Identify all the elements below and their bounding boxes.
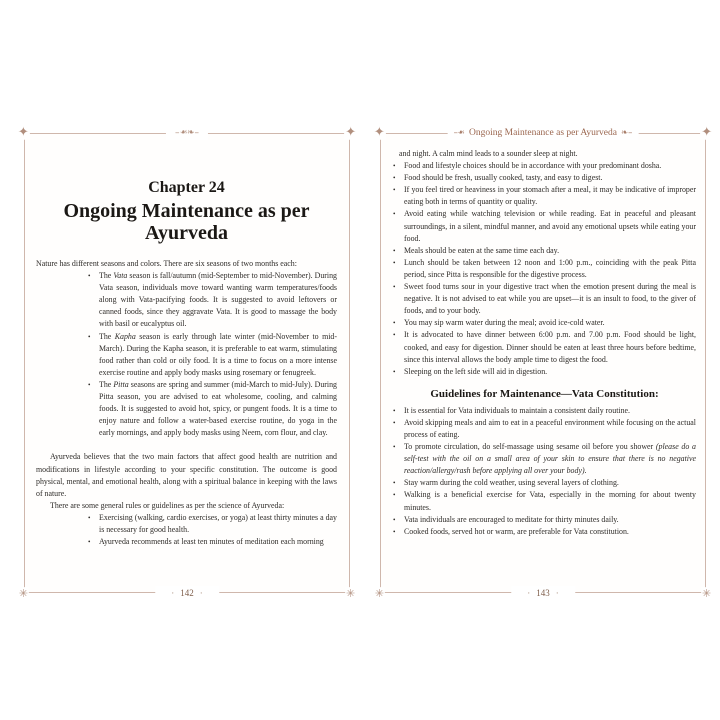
bullet-icon: • — [88, 513, 91, 522]
list-item — [393, 329, 696, 365]
continuation-line: and night. A calm mind leads to a sounder sleep at night. — [399, 149, 578, 158]
list-item — [393, 317, 696, 329]
chapter-number-label: Chapter 24 — [148, 179, 225, 196]
list-item-text: Food should be fresh, usually cooked, tasty, and easy to digest. — [404, 173, 603, 183]
top-center-ornament — [166, 126, 208, 140]
page-left-content — [25, 134, 349, 592]
bullet-icon: • — [393, 283, 396, 292]
list-item — [393, 477, 696, 489]
corner-star-icon: ✦ — [17, 124, 29, 140]
bullet-icon: • — [88, 332, 91, 341]
leaf-flourish-icon: ❧ — [457, 128, 466, 138]
bullet-icon: • — [393, 258, 396, 267]
list-item-text: Food and lifestyle choices should be in accordance with your predominant dosha. — [404, 161, 662, 171]
list-item-text: Cooked foods, served hot or warm, are preferable for Vata constitution. — [404, 526, 629, 536]
chapter-title: Ongoing Maintenance as per Ayurveda — [63, 200, 310, 244]
list-item-text: Sleeping on the left side will aid in digestion. — [404, 366, 548, 376]
body-paragraph: Ayurveda believes that the two main factors that affect good health are nutrition and modifications in lifestyle according to your specific constitution. The outcome is good physical, mental, and emotional health, along with a spiritual balance in keeping with the laws of nature. — [36, 452, 337, 498]
list-item — [393, 489, 696, 513]
page-right — [373, 124, 713, 601]
rules-bullet-list — [36, 512, 337, 548]
intro-paragraph: Nature has different seasons and colors. There are six seasons of two months each: — [36, 259, 297, 268]
leaf-flourish-icon: ❧ — [620, 128, 629, 138]
flourish-dash-icon: – — [174, 128, 180, 138]
chapter-heading — [36, 179, 337, 244]
bullet-icon: • — [393, 210, 396, 219]
bullet-icon: • — [393, 491, 396, 500]
list-item — [393, 257, 696, 281]
bullet-icon: • — [393, 186, 396, 195]
list-item-text: The Kapha season is early through late winter (mid-November to mid-March). During the Kapha season, it is preferable to eat warm, stimulating food rather than cold or oily food. It is a time to focus on a more intense exercise routine and apply body masks using rosemary or fenugreek. — [99, 331, 337, 377]
flourish-dash-icon: – — [194, 128, 200, 138]
page-number — [155, 586, 219, 600]
bullet-icon: • — [393, 162, 396, 171]
bullet-icon: • — [393, 246, 396, 255]
page-left — [17, 124, 357, 601]
list-item-text: Ayurveda recommends at least ten minutes of meditation each morning — [99, 537, 324, 547]
list-item-text: Sweet food turns sour in your digestive tract when the emotion present during the meal is negative. It is not advised to eat while you are upset—it is an insult to food, to the giver of foods, and to your body. — [404, 282, 696, 316]
list-item — [393, 441, 696, 477]
folio-dot-icon: · — [171, 588, 175, 598]
list-item-text: It is advocated to have dinner between 6:00 p.m. and 7.00 p.m. Food should be light, cooked, and easy for digestion. Dinner should be eaten at least three hours before bedtime, since this interval allows the body ample time to digest the food. — [404, 330, 696, 364]
list-item-text: Walking is a beneficial exercise for Vata, especially in the morning for about twenty minutes. — [404, 490, 696, 512]
corner-snowflake-icon: ✳ — [345, 587, 356, 601]
corner-star-icon: ✦ — [701, 124, 713, 140]
list-item-text: The Pitta seasons are spring and summer (mid-March to mid-July). During Pitta season, you are advised to eat wholesome, cooling, and calming foods. It is suggested to avoid hot, spicy, or pungent foods. It is a time to enjoy nature and follow a water-based exercise routine, do yoga in the early mornings, and apply body masks using Neem, corn flour, and clay. — [99, 379, 337, 438]
bullet-icon: • — [88, 538, 91, 547]
corner-snowflake-icon: ✳ — [374, 587, 385, 601]
body-paragraph: There are some general rules or guidelines as per the science of Ayurveda: — [50, 500, 285, 510]
bullet-icon: • — [393, 443, 396, 452]
folio-dot-icon: · — [527, 588, 531, 598]
list-item-text: You may sip warm water during the meal; avoid ice-cold water. — [404, 318, 605, 328]
running-header-text: Ongoing Maintenance as per Ayurveda — [469, 128, 617, 138]
leaf-flourish-icon: ❧ — [187, 128, 195, 138]
list-item — [393, 245, 696, 257]
list-item — [393, 526, 696, 538]
bullet-icon: • — [393, 418, 396, 427]
season-bullet-list — [36, 270, 337, 439]
list-item — [393, 281, 696, 317]
vata-bullet-list — [393, 405, 696, 538]
list-item — [88, 379, 337, 439]
corner-star-icon: ✦ — [373, 124, 385, 140]
bullet-icon: • — [393, 331, 396, 340]
bullet-icon: • — [393, 527, 396, 536]
list-item-text: Avoid skipping meals and aim to eat in a peaceful environment while focusing on the actual process of eating. — [404, 417, 696, 439]
page-number-value: 143 — [536, 588, 550, 598]
bullet-icon: • — [393, 406, 396, 415]
corner-star-icon: ✦ — [345, 124, 357, 140]
list-item-text: Exercising (walking, cardio exercises, or yoga) at least thirty minutes a day is necessary for good health. — [99, 512, 337, 534]
list-item — [88, 331, 337, 379]
meal-bullet-list — [393, 160, 696, 378]
list-item — [393, 405, 696, 417]
list-item-text: To promote circulation, do self-massage using sesame oil before you shower (please do a self-test with the oil on a small area of your skin to ensure that there is no negative reaction/allergy/rash before applying all over your body). — [404, 442, 696, 476]
page-right-content — [381, 134, 705, 592]
list-item — [393, 160, 696, 172]
list-item — [393, 366, 696, 378]
bullet-icon: • — [88, 380, 91, 389]
bullet-icon: • — [393, 479, 396, 488]
list-item-text: Lunch should be taken between 12 noon and 1:00 p.m., coinciding with the peak Pitta period, since Pitta is responsible for the digestive process. — [404, 257, 696, 279]
list-item — [393, 208, 696, 244]
bullet-icon: • — [393, 515, 396, 524]
list-item-text: Avoid eating while watching television or while reading. Eat in peaceful and pleasant surroundings, in a silent, mindful manner, and avoid any emotional upsets while eating your food. — [404, 209, 696, 243]
flourish-dash-icon: – — [453, 128, 458, 138]
list-item — [88, 536, 337, 548]
list-item-text: Vata individuals are encouraged to meditate for thirty minutes daily. — [404, 514, 619, 524]
folio-dot-icon: · — [555, 588, 559, 598]
list-item-text: Stay warm during the cold weather, using several layers of clothing. — [404, 478, 619, 488]
list-item — [393, 417, 696, 441]
list-item-text: If you feel tired or heaviness in your stomach after a meal, it may be indicative of improper eating both in terms of quantity or quality. — [404, 185, 696, 207]
page-number-value: 142 — [180, 588, 194, 598]
list-item-text: It is essential for Vata individuals to maintain a consistent daily routine. — [404, 405, 631, 415]
list-item-text: The Vata season is fall/autumn (mid-September to mid-November). During Vata season, individuals move toward wanting warm temperatures/foods along with Vata-pacifying foods. It is suggested to avoid leftovers or canned foods, since they aggravate Vata. It is good to massage the body with basil or eucalyptus oil. — [99, 271, 337, 329]
leaf-flourish-icon: ❧ — [179, 128, 187, 138]
bullet-icon: • — [88, 272, 91, 281]
running-header — [448, 126, 639, 140]
corner-snowflake-icon: ✳ — [18, 587, 29, 601]
section-heading: Guidelines for Maintenance—Vata Constitution: — [430, 387, 659, 400]
list-item — [393, 514, 696, 526]
corner-snowflake-icon: ✳ — [701, 587, 712, 601]
folio-dot-icon: · — [199, 588, 203, 598]
list-item — [393, 172, 696, 184]
bullet-icon: • — [393, 367, 396, 376]
flourish-dash-icon: – — [628, 128, 633, 138]
list-item — [88, 270, 337, 330]
page-number — [511, 586, 575, 600]
list-item — [393, 184, 696, 208]
list-item-text: Meals should be eaten at the same time each day. — [404, 245, 560, 255]
bullet-icon: • — [393, 319, 396, 328]
bullet-icon: • — [393, 174, 396, 183]
list-item — [88, 512, 337, 536]
